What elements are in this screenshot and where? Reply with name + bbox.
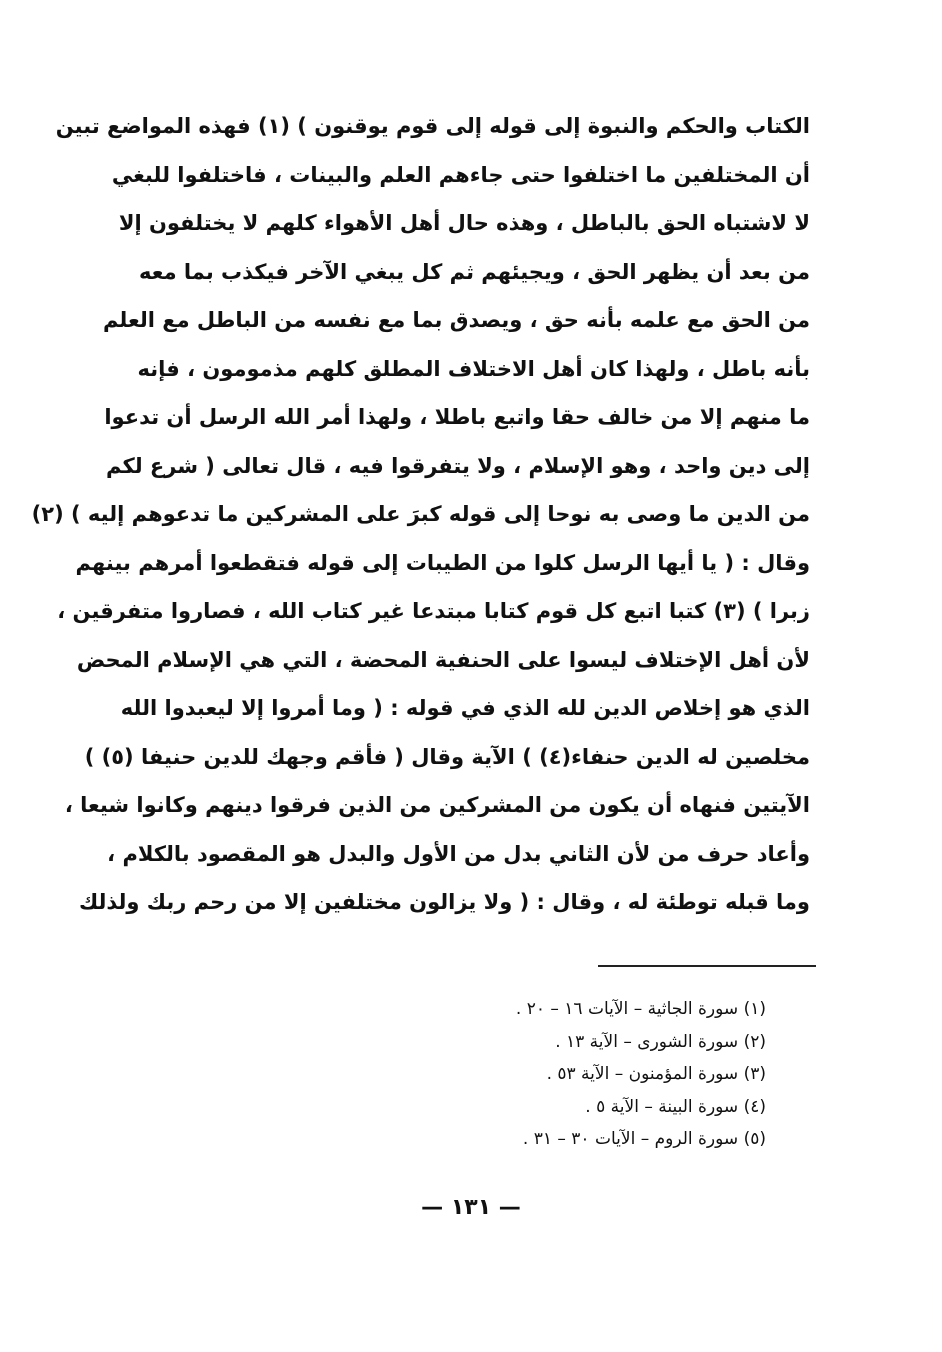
body-line: لا لاشتباه الحق بالباطل ، وهذه حال أهل الأهواء كلهم لا يختلفون إلا bbox=[118, 211, 810, 235]
body-line: بأنه باطل ، ولهذا كان أهل الاختلاف المطلق كلهم مذمومون ، فإنه bbox=[137, 356, 810, 381]
body-line: وأعاد حرف من لأن الثاني بدل من الأول والبدل هو المقصود بالكلام ، bbox=[107, 841, 810, 866]
footnotes bbox=[420, 993, 766, 1156]
body-line: وما قبله توطئة له ، وقال : ( ولا يزالون مختلفين إلا من رحم ربك ولذلك bbox=[78, 890, 810, 914]
body-line: من الدين ما وصى به نوحا إلى قوله كبرَ على المشركين ما تدعوهم إليه ) (٢) bbox=[31, 502, 810, 526]
body-line: الذي هو إخلاص الدين لله الذي في قوله : ( وما أمروا إلا ليعبدوا الله bbox=[120, 696, 810, 720]
page-number: — ١٣١ — bbox=[421, 1195, 521, 1220]
footnote-item: (٥) سورة الروم – الآيات ٣٠ – ٣١ . bbox=[522, 1129, 766, 1149]
footnote-item: (٤) سورة البينة – الآية ٥ . bbox=[585, 1096, 766, 1117]
footnote-divider bbox=[598, 965, 816, 967]
body-line: زبرا ) (٣) كتبا اتبع كل قوم كتابا مبتدعا غير كتاب الله ، فصاروا متفرقين ، bbox=[57, 599, 810, 623]
footnote-item: (١) سورة الجاثية – الآيات ١٦ – ٢٠ . bbox=[515, 999, 766, 1019]
body-line: من بعد أن يظهر الحق ، ويجيئهم ثم كل يبغي الآخر فيكذب بما معه bbox=[139, 259, 810, 284]
footnote-item: (٣) سورة المؤمنون – الآية ٥٣ . bbox=[546, 1064, 766, 1084]
body-line: لأن أهل الإختلاف ليسوا على الحنفية المحضة ، التي هي الإسلام المحض bbox=[76, 647, 810, 672]
body-line: ما منهم إلا من خالف حقا واتبع باطلا ، ولهذا أمر الله الرسل أن تدعوا bbox=[104, 405, 810, 429]
body-line: مخلصين له الدين حنفاء(٤) ) الآية وقال ( فأقم وجهك للدين حنيفا (٥) ) bbox=[84, 744, 810, 769]
body-line: من الحق مع علمه بأنه حق ، ويصدق بما مع نفسه من الباطل مع العلم bbox=[102, 308, 810, 332]
body-line: وقال : ( يا أيها الرسل كلوا من الطيبات إلى قوله فتقطعوا أمرهم بينهم bbox=[75, 550, 810, 575]
body-line: إلى دين واحد ، وهو الإسلام ، ولا يتفرقوا فيه ، قال تعالى ( شرع لكم bbox=[106, 453, 810, 478]
body-line: الآيتين فنهاه أن يكون من المشركين من الذين فرقوا دينهم وكانوا شيعا ، bbox=[64, 793, 810, 817]
body-line: الكتاب والحكم والنبوة إلى قوله إلى قوم يوقنون ) (١) فهذه المواضع تبين bbox=[55, 114, 810, 138]
body-text bbox=[31, 102, 810, 927]
footnote-item: (٢) سورة الشورى – الآية ١٣ . bbox=[555, 1031, 766, 1052]
body-line: أن المختلفين ما اختلفوا حتى جاءهم العلم والبينات ، فاختلفوا للبغي bbox=[111, 162, 810, 187]
